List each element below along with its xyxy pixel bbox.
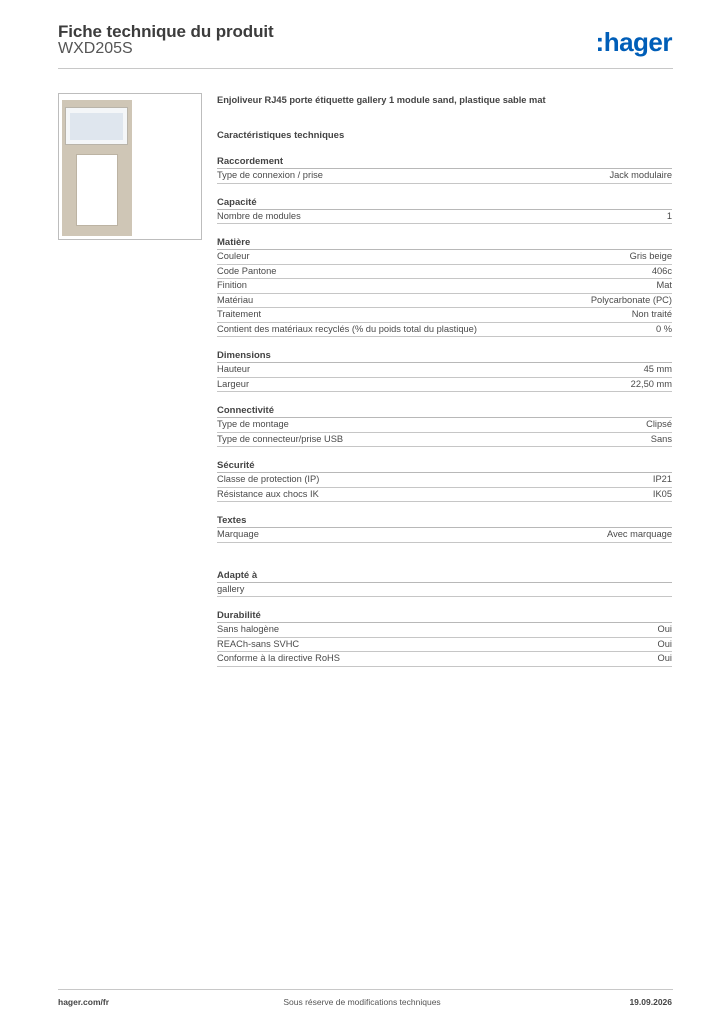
spec-value: 45 mm (643, 364, 672, 374)
spec-value: Non traité (631, 309, 672, 319)
spec-label: Type de connecteur/prise USB (217, 433, 344, 444)
footer-website-link[interactable]: hager.com/fr (58, 997, 110, 1007)
spec-value: Oui (657, 624, 672, 634)
spec-row (217, 169, 672, 184)
footer-divider (58, 989, 673, 990)
spec-value: Clipsé (646, 419, 672, 429)
spec-label: Nombre de modules (217, 210, 301, 221)
spec-row (217, 265, 672, 280)
spec-group (217, 349, 672, 392)
spec-label: Résistance aux chocs IK (217, 488, 319, 499)
spec-row (217, 433, 672, 448)
spec-group (217, 196, 672, 225)
spec-group (217, 569, 672, 598)
spec-row (217, 210, 672, 225)
spec-group (217, 236, 672, 337)
spec-value: Oui (657, 638, 672, 649)
spec-label: Contient des matériaux recyclés (% du poids total du plastique) (217, 323, 477, 334)
spec-row (217, 308, 672, 323)
spec-row (217, 623, 672, 638)
spec-value: Avec marquage (607, 529, 672, 539)
spec-label: Classe de protection (IP) (217, 474, 320, 484)
spec-groups (217, 155, 672, 667)
rj45-slot (76, 154, 118, 226)
footer-date: 19.09.2026 (629, 997, 672, 1007)
header-divider (58, 68, 673, 69)
spec-group (217, 459, 672, 502)
spec-label: Largeur (217, 378, 250, 389)
spec-value: 406c (651, 265, 672, 276)
spec-value: Mat (656, 280, 672, 290)
spec-row (217, 323, 672, 338)
page-title: Fiche technique du produit (58, 22, 274, 41)
spec-label: Matériau (217, 294, 254, 305)
spec-group-title: Connectivité (217, 404, 672, 418)
spec-group (217, 609, 672, 667)
spec-row (217, 638, 672, 653)
cover-plate (62, 100, 132, 236)
label-window (65, 107, 128, 145)
spec-label: Code Pantone (217, 265, 277, 276)
spec-value: 1 (666, 210, 672, 221)
spec-label: REACh-sans SVHC (217, 638, 300, 649)
spec-row (217, 488, 672, 503)
spec-group-title: Raccordement (217, 155, 672, 169)
spec-group-title: Sécurité (217, 459, 672, 473)
spec-row (217, 583, 672, 598)
spec-value: Sans (650, 433, 672, 444)
spec-label: Couleur (217, 251, 250, 261)
spec-label: gallery (217, 583, 245, 594)
spec-label: Type de montage (217, 419, 289, 429)
spec-value: 0 % (655, 323, 672, 334)
spec-group-title: Adapté à (217, 569, 672, 583)
spec-label: Traitement (217, 309, 262, 319)
spec-group-title: Capacité (217, 196, 672, 210)
spec-value: 22,50 mm (630, 378, 672, 389)
spec-row (217, 652, 672, 667)
spec-group (217, 514, 672, 543)
label-window-insert (70, 113, 123, 140)
spec-value: IK05 (652, 488, 672, 499)
spec-group-title: Dimensions (217, 349, 672, 363)
spec-group-title: Matière (217, 236, 672, 250)
product-image (58, 93, 202, 240)
specs-heading: Caractéristiques techniques (217, 130, 345, 141)
spec-value: Gris beige (629, 251, 672, 261)
spec-row (217, 279, 672, 294)
spec-row (217, 528, 672, 543)
spec-value: Polycarbonate (PC) (590, 294, 672, 305)
spec-row (217, 473, 672, 488)
footer-disclaimer: Sous réserve de modifications techniques (283, 997, 441, 1007)
hager-logo: :hager (595, 27, 672, 57)
spec-row (217, 378, 672, 393)
spec-label: Sans halogène (217, 624, 280, 634)
spec-group (217, 155, 672, 184)
product-reference: WXD205S (58, 40, 133, 57)
spec-row (217, 418, 672, 433)
spec-content (217, 93, 672, 667)
spec-value: IP21 (652, 474, 672, 484)
spec-label: Marquage (217, 529, 259, 539)
spec-value: Oui (657, 653, 672, 663)
spec-label: Type de connexion / prise (217, 170, 323, 180)
spec-label: Hauteur (217, 364, 251, 374)
spec-row (217, 294, 672, 309)
spec-group-title: Textes (217, 514, 672, 528)
spec-row (217, 363, 672, 378)
spec-value: Jack modulaire (609, 170, 672, 180)
spec-label: Conforme à la directive RoHS (217, 653, 340, 663)
spec-row (217, 250, 672, 265)
spec-group (217, 404, 672, 447)
product-description: Enjoliveur RJ45 porte étiquette gallery 1 module sand, plastique sable mat (217, 95, 546, 105)
spec-group-title: Durabilité (217, 609, 672, 623)
spec-label: Finition (217, 280, 247, 290)
